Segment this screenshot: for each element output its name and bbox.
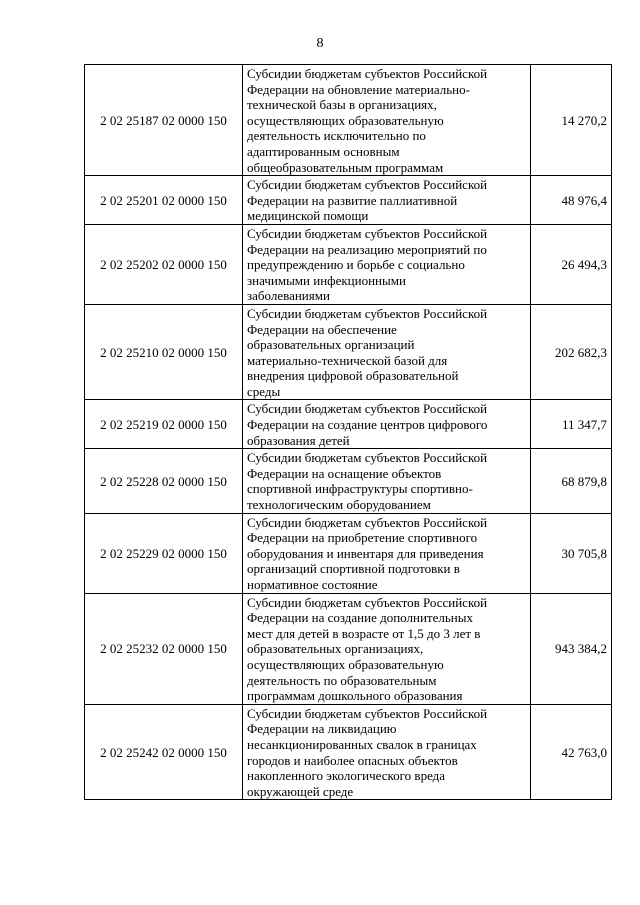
budget-code-cell: 2 02 25187 02 0000 150 — [85, 65, 243, 176]
table-row — [85, 593, 612, 704]
budget-code-cell: 2 02 25201 02 0000 150 — [85, 176, 243, 225]
amount-cell: 943 384,2 — [531, 593, 612, 704]
description-line: предупреждению и борьбе с социально — [247, 257, 465, 273]
budget-code-cell: 2 02 25242 02 0000 150 — [85, 704, 243, 800]
description-line: Федерации на создание центров цифрового — [247, 417, 488, 433]
description-line: осуществляющих образовательную — [247, 656, 444, 672]
page-number: 8 — [316, 36, 324, 51]
description-line: Федерации на реализацию мероприятий по — [247, 241, 487, 257]
table-row — [85, 176, 612, 225]
description-line: организаций спортивной подготовки в — [247, 561, 460, 577]
description-line: несанкционированных свалок в границах — [247, 736, 477, 752]
description-cell — [243, 176, 531, 225]
description-line: Субсидии бюджетам субъектов Российской — [247, 705, 488, 721]
amount-cell: 42 763,0 — [531, 704, 612, 800]
description-cell — [243, 400, 531, 449]
amount-cell: 26 494,3 — [531, 224, 612, 304]
description-line: Субсидии бюджетам субъектов Российской — [247, 66, 488, 81]
table-row — [85, 65, 612, 176]
description-line: значимыми инфекционными — [247, 272, 406, 288]
description-line: общеобразовательным программам — [247, 159, 444, 175]
description-cell — [243, 704, 531, 800]
table-row — [85, 304, 612, 400]
description-line: окружающей среде — [247, 783, 354, 799]
description-line: городов и наиболее опасных объектов — [247, 752, 458, 768]
budget-code-cell: 2 02 25229 02 0000 150 — [85, 513, 243, 593]
description-line: Субсидии бюджетам субъектов Российской — [247, 401, 488, 417]
description-line: Федерации на приобретение спортивного — [247, 530, 478, 546]
budget-revenue-table — [84, 64, 612, 800]
budget-code-cell: 2 02 25219 02 0000 150 — [85, 400, 243, 449]
description-line: Федерации на обновление материально- — [247, 81, 470, 97]
table-row — [85, 449, 612, 513]
amount-cell: 68 879,8 — [531, 449, 612, 513]
description-line: Субсидии бюджетам субъектов Российской — [247, 225, 488, 241]
description-line: технической базы в организациях, — [247, 97, 437, 113]
description-line: Федерации на обеспечение — [247, 321, 397, 337]
amount-cell: 11 347,7 — [531, 400, 612, 449]
description-line: оборудования и инвентаря для приведения — [247, 545, 484, 561]
description-line: Субсидии бюджетам субъектов Российской — [247, 594, 488, 610]
description-line: адаптированным основным — [247, 143, 400, 159]
description-line: мест для детей в возрасте от 1,5 до 3 лет в — [247, 625, 481, 641]
description-line: программам дошкольного образования — [247, 688, 463, 704]
description-line: технологическим оборудованием — [247, 497, 431, 513]
description-line: накопленного экологического вреда — [247, 768, 446, 784]
description-cell — [243, 304, 531, 400]
description-cell — [243, 449, 531, 513]
budget-code-cell: 2 02 25202 02 0000 150 — [85, 224, 243, 304]
budget-code-cell: 2 02 25210 02 0000 150 — [85, 304, 243, 400]
table-row — [85, 704, 612, 800]
description-line: Федерации на развитие паллиативной — [247, 192, 458, 208]
description-line: среды — [247, 383, 281, 399]
description-line: спортивной инфраструктуры спортивно- — [247, 481, 473, 497]
description-line: заболеваниями — [247, 288, 330, 304]
description-line: материально-технической базой для — [247, 352, 448, 368]
description-line: образовательных организаций — [247, 337, 415, 353]
description-line: деятельность исключительно по — [247, 128, 426, 144]
description-line: Субсидии бюджетам субъектов Российской — [247, 305, 488, 321]
amount-cell: 14 270,2 — [531, 65, 612, 176]
description-cell — [243, 593, 531, 704]
description-line: внедрения цифровой образовательной — [247, 368, 459, 384]
table-row — [85, 400, 612, 449]
description-line: Субсидии бюджетам субъектов Российской — [247, 514, 488, 530]
amount-cell: 30 705,8 — [531, 513, 612, 593]
description-line: Субсидии бюджетам субъектов Российской — [247, 177, 488, 193]
description-line: Федерации на ликвидацию — [247, 721, 397, 737]
description-line: образования детей — [247, 432, 350, 448]
amount-cell: 202 682,3 — [531, 304, 612, 400]
description-line: осуществляющих образовательную — [247, 112, 444, 128]
description-line: медицинской помощи — [247, 208, 369, 224]
description-cell — [243, 65, 531, 176]
budget-code-cell: 2 02 25228 02 0000 150 — [85, 449, 243, 513]
table-row — [85, 513, 612, 593]
description-line: Федерации на создание дополнительных — [247, 610, 473, 626]
description-line: образовательных организациях, — [247, 641, 424, 657]
description-line: деятельность по образовательным — [247, 672, 437, 688]
description-line: Федерации на оснащение объектов — [247, 465, 442, 481]
description-cell — [243, 513, 531, 593]
description-line: Субсидии бюджетам субъектов Российской — [247, 450, 488, 466]
description-cell — [243, 224, 531, 304]
budget-code-cell: 2 02 25232 02 0000 150 — [85, 593, 243, 704]
amount-cell: 48 976,4 — [531, 176, 612, 225]
table-body — [85, 65, 612, 800]
table-row — [85, 224, 612, 304]
description-line: нормативное состояние — [247, 577, 378, 592]
